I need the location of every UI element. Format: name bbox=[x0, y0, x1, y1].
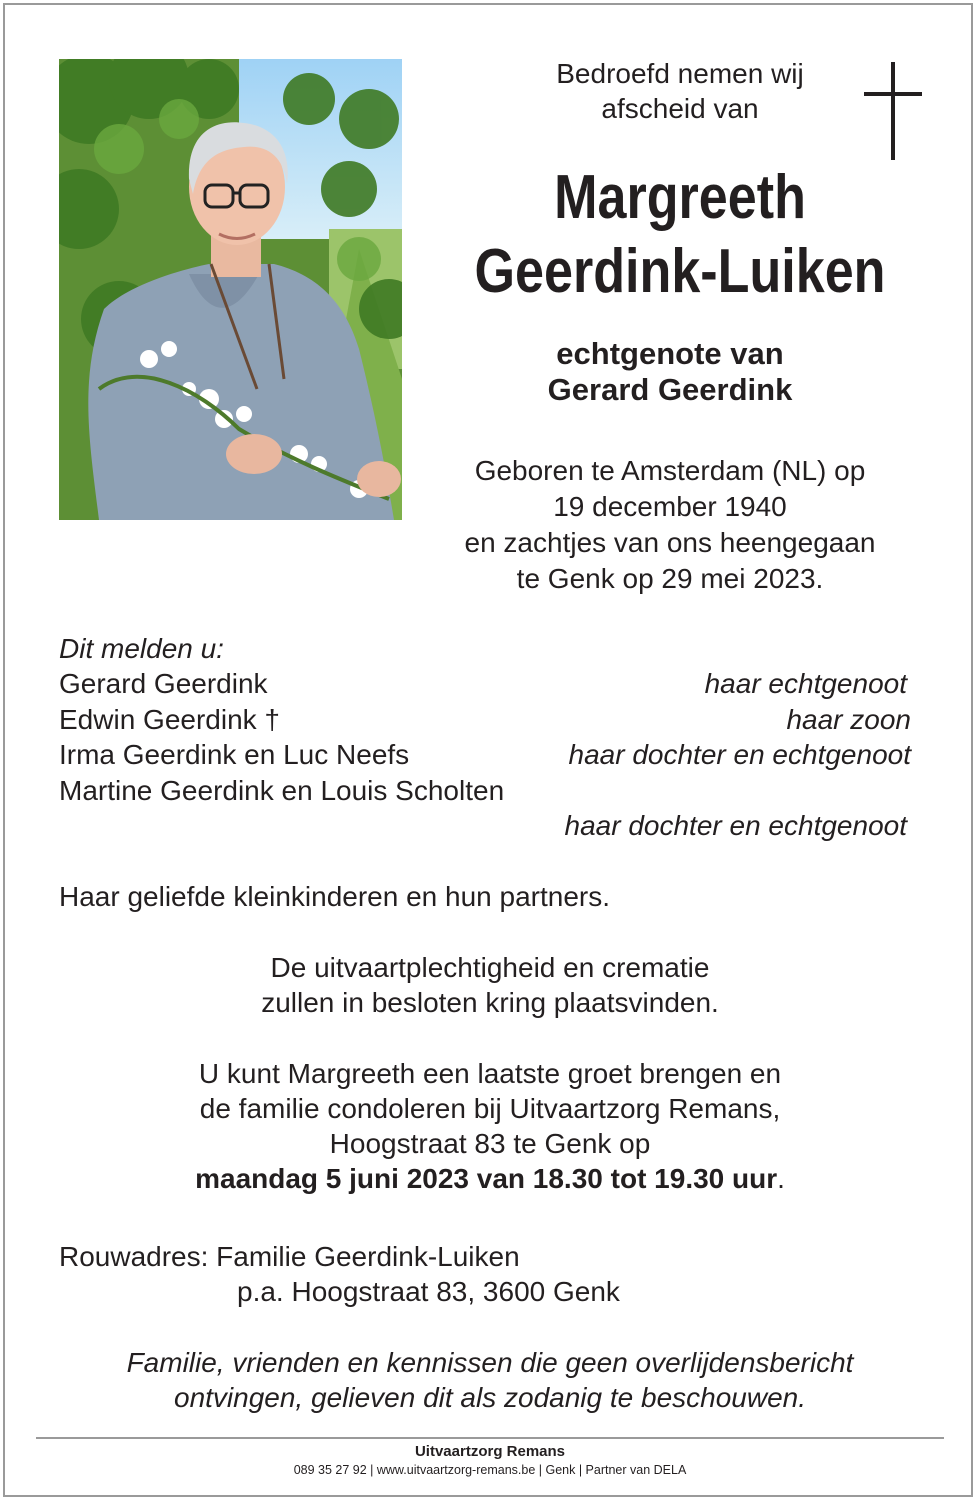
ceremony-block bbox=[0, 950, 980, 1020]
visit-datetime-line bbox=[0, 1161, 980, 1196]
spouse-line-1: echtgenote van bbox=[556, 336, 784, 371]
intro-text bbox=[500, 56, 860, 126]
visit-line-2: de familie condoleren bij Uitvaartzorg Remans, bbox=[199, 1093, 781, 1124]
closing-line-2: ontvingen, gelieven dit als zodanig te beschouwen. bbox=[174, 1382, 806, 1413]
member-name: Gerard Geerdink bbox=[59, 668, 268, 700]
birth-death-block bbox=[430, 453, 910, 597]
visit-line-3: Hoogstraat 83 te Genk op bbox=[329, 1128, 651, 1159]
member-name: Edwin Geerdink † bbox=[59, 703, 281, 735]
member-name: Irma Geerdink en Luc Neefs bbox=[59, 739, 410, 771]
visit-line-1: U kunt Margreeth een laatste groet brengen en bbox=[198, 1058, 782, 1089]
born-line-2: 19 december 1940 bbox=[553, 491, 787, 522]
footer-divider bbox=[36, 1437, 944, 1439]
member-relation: haar zoon bbox=[786, 703, 911, 735]
closing-note bbox=[0, 1345, 980, 1415]
address-line-2: p.a. Hoogstraat 83, 3600 Genk bbox=[237, 1276, 620, 1307]
intro-line-1: Bedroefd nemen wij bbox=[556, 58, 804, 89]
member-relation: haar dochter en echtgenoot bbox=[564, 810, 907, 842]
intro-line-2: afscheid van bbox=[601, 93, 759, 124]
ceremony-line-1: De uitvaartplechtigheid en crematie bbox=[270, 952, 710, 983]
family-list bbox=[59, 631, 911, 915]
family-member bbox=[59, 666, 911, 701]
visit-period: . bbox=[777, 1163, 785, 1194]
grandchildren-line: Haar geliefde kleinkinderen en hun partners. bbox=[59, 881, 611, 913]
born-line-3: en zachtjes van ons heengegaan bbox=[464, 527, 876, 558]
ceremony-line-2: zullen in besloten kring plaatsvinden. bbox=[261, 987, 719, 1018]
visitation-block bbox=[0, 1056, 980, 1196]
visit-datetime: maandag 5 juni 2023 van 18.30 tot 19.30 uur bbox=[195, 1163, 778, 1194]
footer-contact-info: 089 35 27 92 | www.uitvaartzorg-remans.be | Genk | Partner van DELA bbox=[293, 1463, 687, 1477]
spouse-line-2: Gerard Geerdink bbox=[547, 372, 793, 407]
deceased-first-name: Margreeth bbox=[554, 163, 806, 232]
member-relation: haar echtgenoot bbox=[704, 668, 907, 700]
closing-line-1: Familie, vrienden en kennissen die geen overlijdensbericht bbox=[126, 1347, 854, 1378]
deceased-last-name: Geerdink-Luiken bbox=[474, 237, 886, 306]
footer-company: Uitvaartzorg Remans bbox=[414, 1443, 566, 1460]
born-line-4: te Genk op 29 mei 2023. bbox=[516, 563, 824, 594]
family-member bbox=[59, 737, 911, 772]
portrait-photo bbox=[59, 59, 402, 520]
family-member bbox=[59, 702, 911, 737]
cross-icon bbox=[864, 62, 922, 160]
spouse-block bbox=[470, 336, 870, 408]
member-name: Martine Geerdink en Louis Scholten bbox=[59, 774, 505, 806]
mourning-address bbox=[59, 1239, 620, 1309]
member-relation: haar dochter en echtgenoot bbox=[568, 739, 911, 771]
born-line-1: Geboren te Amsterdam (NL) op bbox=[474, 455, 866, 486]
family-heading: Dit melden u: bbox=[59, 633, 224, 664]
address-line-1: Rouwadres: Familie Geerdink-Luiken bbox=[59, 1241, 520, 1272]
